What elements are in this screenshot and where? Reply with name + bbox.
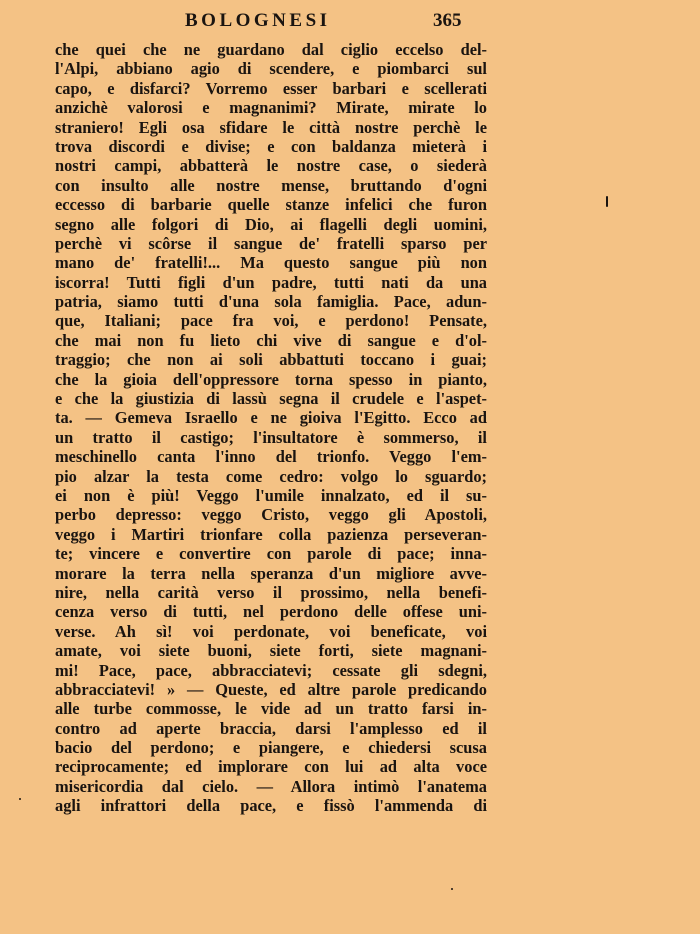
text-line: con insulto alle nostre mense, bruttando d'ogni [55,175,487,195]
text-line: bacio del perdono; e piangere, e chiedersi scusa [55,738,487,758]
body-text [55,40,487,816]
text-line: anzichè valorosi e magnanimi? Mirate, mirate lo [55,98,487,118]
text-line: l'Alpi, abbiano agio di scendere, e piombarci sul [55,59,487,79]
text-line: capo, e disfarci? Vorremo esser barbari e scellerati [55,78,487,98]
text-line: amate, voi siete buoni, siete forti, siete magnani- [55,641,487,661]
text-line: meschinello canta l'inno del trionfo. Veggo l'em- [55,447,487,467]
text-line: segno alle folgori di Dio, ai flagelli degli uomini, [55,214,487,234]
text-line: ta. — Gemeva Israello e ne gioiva l'Egitto. Ecco ad [55,408,487,428]
scan-speck [606,196,608,207]
page-number: 365 [433,10,462,31]
running-head: BOLOGNESI [185,10,331,31]
text-line: que, Italiani; pace fra voi, e perdono! Pensate, [55,311,487,331]
text-line: alle turbe commosse, le vide ad un tratto farsi in- [55,699,487,719]
text-line: ei non è più! Veggo l'umile innalzato, ed il su- [55,485,487,505]
text-line: patria, siamo tutti d'una sola famiglia. Pace, adun- [55,292,487,312]
text-line: eccesso di barbarie quelle stanze infelici che furon [55,195,487,215]
text-line: e che la giustizia di lassù segna il crudele e l'aspet- [55,389,487,409]
text-line: pio alzar la testa come cedro: volgo lo sguardo; [55,466,487,486]
text-line: abbracciatevi! » — Queste, ed altre parole predicando [55,679,487,699]
text-line: che la gioia dell'oppressore torna spesso in pianto, [55,369,487,389]
text-line: straniero! Egli osa sfidare le città nostre perchè le [55,117,487,137]
scan-speck [451,888,453,890]
text-line: perbo depresso: veggo Cristo, veggo gli Apostoli, [55,505,487,525]
text-line: agli infrattori della pace, e fissò l'ammenda di [55,796,487,816]
text-line: te; vincere e convertire con parole di pace; inna- [55,544,487,564]
text-line: verse. Ah sì! voi perdonate, voi beneficate, voi [55,621,487,641]
text-line: traggio; che non ai soli abbattuti toccano i guai; [55,350,487,370]
text-line: trova discordi e divise; e con baldanza mieterà i [55,136,487,156]
text-line: che quei che ne guardano dal ciglio eccelso del- [55,40,487,59]
text-line: mano de' fratelli!... Ma questo sangue più non [55,253,487,273]
scan-speck [19,798,21,800]
text-line: contro ad aperte braccia, darsi l'amplesso ed il [55,718,487,738]
text-line: veggo i Martiri trionfare colla pazienza perseveran- [55,524,487,544]
text-line: che mai non fu lieto chi vive di sangue e d'ol- [55,330,487,350]
text-line: perchè vi scôrse il sangue de' fratelli sparso per [55,233,487,253]
text-line: morare la terra nella speranza d'un migliore avve- [55,563,487,583]
text-line: mi! Pace, pace, abbracciatevi; cessate gli sdegni, [55,660,487,680]
text-line: iscorra! Tutti figli d'un padre, tutti nati da una [55,272,487,292]
text-line: cenza verso di tutti, nel perdono delle offese uni- [55,602,487,622]
text-line: un tratto il castigo; l'insultatore è sommerso, il [55,427,487,447]
text-line: nire, nella carità verso il prossimo, nella benefi- [55,582,487,602]
text-line: nostri campi, abbatterà le nostre case, o siederà [55,156,487,176]
text-line: reciprocamente; ed implorare con lui ad alta voce [55,757,487,777]
text-line: misericordia dal cielo. — Allora intimò l'anatema [55,776,487,796]
